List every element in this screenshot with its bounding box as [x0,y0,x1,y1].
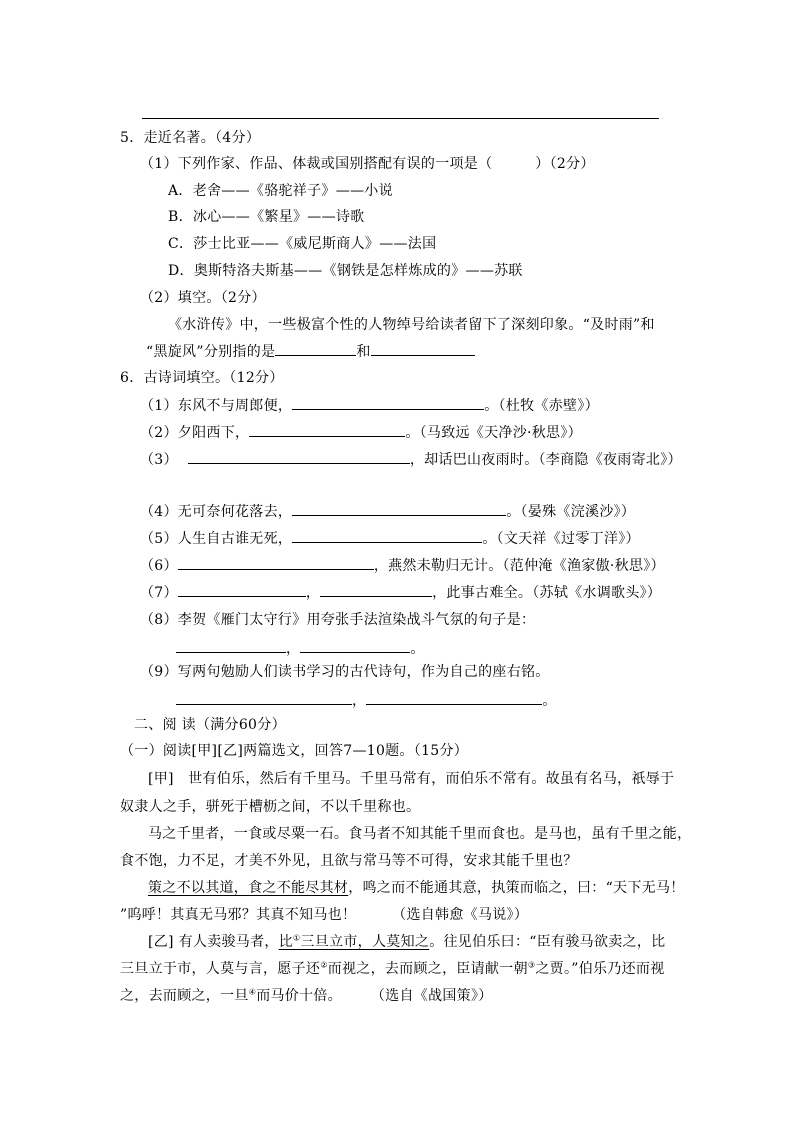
q5-option-b: B．冰心——《繁星》——诗歌 [168,209,365,225]
q5-title: 5．走近名著。（4分） [120,130,261,146]
footnote-marker: ③ [527,960,536,970]
passage-jia-line-2: 奴隶人之手，骈死于槽枥之间，不以千里称也。 [120,799,421,815]
q6-line-9: （9）写两句勉励人们读书学习的古代诗句，作为自己的座右铭。 [140,664,550,680]
q5-part1: （1）下列作家、作品、体裁或国别搭配有误的一项是（ ）（2分） [140,156,595,172]
q5-option-d: D．奥斯特洛夫斯基——《钢铁是怎样炼成的》——苏联 [168,263,523,279]
reading-section-title: 二、阅 读（满分60分） [134,717,286,733]
footnote-marker: ② [320,960,328,970]
q6-line-6: （6） ，燕然未勒归无计。（范仲淹《渔家傲·秋思》） [140,555,665,576]
answer-blank[interactable] [366,690,542,705]
footnote-marker: ④ [248,987,257,997]
passage-jia-line-5: 策之不以其道，食之不能尽其材，鸣之而不能通其意，执策而临之，曰：“天下无马！ [148,880,685,896]
answer-blank[interactable] [249,422,405,437]
passage-yi-line-2: 三旦立于市，人莫与言，愿子还②而视之，去而顾之，臣请献一朝③之贾。”伯乐乃还而视 [120,960,665,977]
answer-blank[interactable] [275,341,356,356]
q6-line-5: （5）人生自古谁无死， 。（文天祥《过零丁洋》） [140,528,640,549]
passage-jia-line-4: 食不饱，力不足，才美不外见，且欲与常马等不可得，安求其能千里也？ [120,853,578,869]
q6-line-4: （4）无可奈何花落去， 。（晏殊《浣溪沙》） [140,501,635,522]
answer-blank[interactable] [292,501,506,516]
q5-part2-fill: “黑旋风”分别指的是 和 [146,341,475,362]
q5-part2: （2）填空。（2分） [140,290,266,306]
q6-line-7: （7） ， ，此事古难全。（苏轼《水调歌头》） [140,582,661,603]
answer-blank[interactable] [371,341,475,356]
answer-blank[interactable] [292,395,484,410]
underlined-sentence: 策之不以其道，食之不能尽其材 [148,880,349,896]
answer-blank[interactable] [176,638,286,653]
underlined-sentence: 比①三旦立市，人莫知之 [278,933,430,950]
passage-yi-line-3: 之，去而顾之，一旦④而马价十倍。 （选自《战国策》） [120,987,493,1004]
q6-line-9-answer: ， 。 [176,690,557,711]
passage-jia-line-1: [甲] 世有伯乐，然后有千里马。千里马常有，而伯乐不常有。故虽有名马，祇辱于 [148,771,675,787]
answer-blank[interactable] [300,638,410,653]
answer-blank[interactable] [178,555,374,570]
answer-blank[interactable] [188,449,410,464]
q6-line-8: （8）李贺《雁门太守行》用夸张手法渲染战斗气氛的句子是： [140,612,536,628]
q6-line-1: （1）东风不与周郎便， 。（杜牧《赤壁》） [140,395,599,416]
q5-option-c: C．莎士比亚——《威尼斯商人》——法国 [168,236,437,252]
passage-jia-line-6: ”呜呼！其真无马邪？其真不知马也！ （选自韩愈《马说》） [120,907,529,923]
q6-title: 6．古诗词填空。（12分） [120,370,284,386]
q5-part2-text: 《水浒传》中，一些极富个性的人物绰号给读者留下了深刻印象。“及时雨”和 [168,317,655,333]
top-rule-line [142,118,659,119]
reading-part1-instructions: （一）阅读[甲][乙]两篇选文，回答7—10题。（15分） [120,743,469,759]
q6-line-8-answer: ， 。 [176,638,425,659]
answer-blank[interactable] [320,582,432,597]
answer-blank[interactable] [178,582,306,597]
q6-line-2: （2）夕阳西下， 。（马致远《天净沙·秋思》） [140,422,582,443]
footnote-marker: ① [293,933,301,943]
answer-blank[interactable] [292,528,482,543]
q6-line-3: （3） ，却话巴山夜雨时。（李商隐《夜雨寄北》） [140,449,682,470]
passage-yi-line-1: [乙] 有人卖骏马者，比①三旦立市，人莫知之。往见伯乐曰：“臣有骏马欲卖之，比 [148,933,666,950]
passage-jia-line-3: 马之千里者，一食或尽粟一石。食马者不知其能千里而食也。是马也，虽有千里之能， [148,826,692,842]
answer-blank[interactable] [176,690,352,705]
q5-option-a: A．老舍——《骆驼祥子》——小说 [168,183,393,199]
